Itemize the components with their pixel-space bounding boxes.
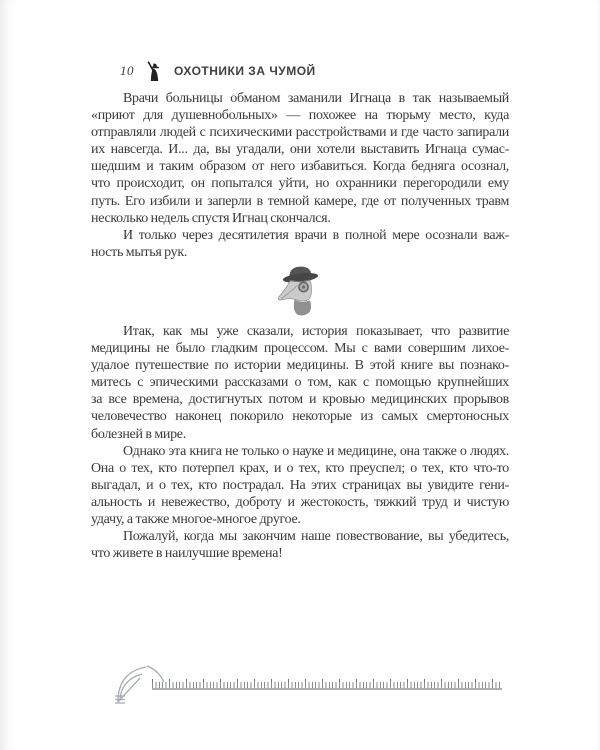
- text-line: Итак, как мы уже сказали, история показывает, что развитие: [123, 323, 509, 339]
- plague-doctor-mask-illustration: [91, 264, 509, 320]
- text-line: что живете в наилучшие времена!: [91, 546, 283, 562]
- ruler-ornament: [152, 679, 502, 690]
- plague-doctor-figure-icon: [146, 61, 162, 82]
- paragraph: [91, 227, 509, 261]
- text-line: ность мытья рук.: [91, 244, 188, 260]
- page-number: 10: [120, 63, 134, 78]
- paragraph: [91, 443, 509, 528]
- text-line: выгадал, и о тех, кто пострадал. На этих страницах вы увидите гени-: [91, 477, 509, 493]
- text-line: отправляли людей с психическими расстройствами и где часто запирали: [91, 125, 509, 141]
- text-line: несколько недель спустя Игнац скончался.: [91, 210, 331, 226]
- text-line: Она о тех, кто потерпел крах, и о тех, кто преуспел; о тех, кто что-то: [91, 460, 509, 476]
- paragraphs-top: [91, 90, 509, 261]
- paragraph: [91, 323, 509, 443]
- text-line: Врачи больницы обманом заманили Игнаца в так называемый: [123, 91, 509, 106]
- text-line: что происходит, он попытался уйти, но охранники перегородили ему: [91, 176, 509, 192]
- paragraph: [91, 90, 509, 227]
- page-header: [120, 60, 316, 82]
- text-line: медицины не было гладким процессом. Мы с вами совершим лихое-: [91, 341, 509, 357]
- text-line: альность и невежество, доброту и жестокость, тяжкий труд и чистую: [91, 494, 509, 510]
- text-line: удалое путешествие по истории медицины. В этой книге вы познако-: [91, 358, 509, 374]
- chapter-title: ОХОТНИКИ ЗА ЧУМОЙ: [174, 64, 316, 78]
- footer-ornament: [112, 660, 504, 706]
- text-line: Пожалуй, когда мы закончим наше повествование, вы убедитесь,: [123, 529, 509, 545]
- text-line: за все времена, достигнутых потом и кровью медицинских прорывов: [91, 392, 509, 408]
- text-line: Однако эта книга не только о науке и медицине, она также о людях.: [123, 443, 509, 459]
- text-line: «приют для душевнобольных» — похожее на тюрьму место, куда: [91, 108, 509, 124]
- text-line: И только через десятилетия врачи в полной мере осознали важ-: [123, 227, 509, 243]
- paragraph: [91, 528, 509, 562]
- text-line: митесь с эпическими рассказами о том, как с помощью крупнейших: [91, 375, 509, 391]
- text-line: болезней в мире.: [91, 426, 186, 442]
- paragraphs-bottom: [91, 323, 509, 562]
- text-block: [91, 90, 509, 562]
- text-line: путь. Его избили и заперли в темной камере, где от полученных травм: [91, 193, 509, 209]
- text-line: их навсегда. И... да, вы угадали, они хотели выставить Игнаца сумас-: [91, 142, 509, 158]
- text-line: человечество наконец покорило некоторые из самых смертоносных: [91, 409, 509, 425]
- text-line: шедшим и таким образом от него избавиться. Когда бедняга осознал,: [91, 159, 509, 175]
- text-line: удачу, а также многое-многое другое.: [91, 511, 301, 527]
